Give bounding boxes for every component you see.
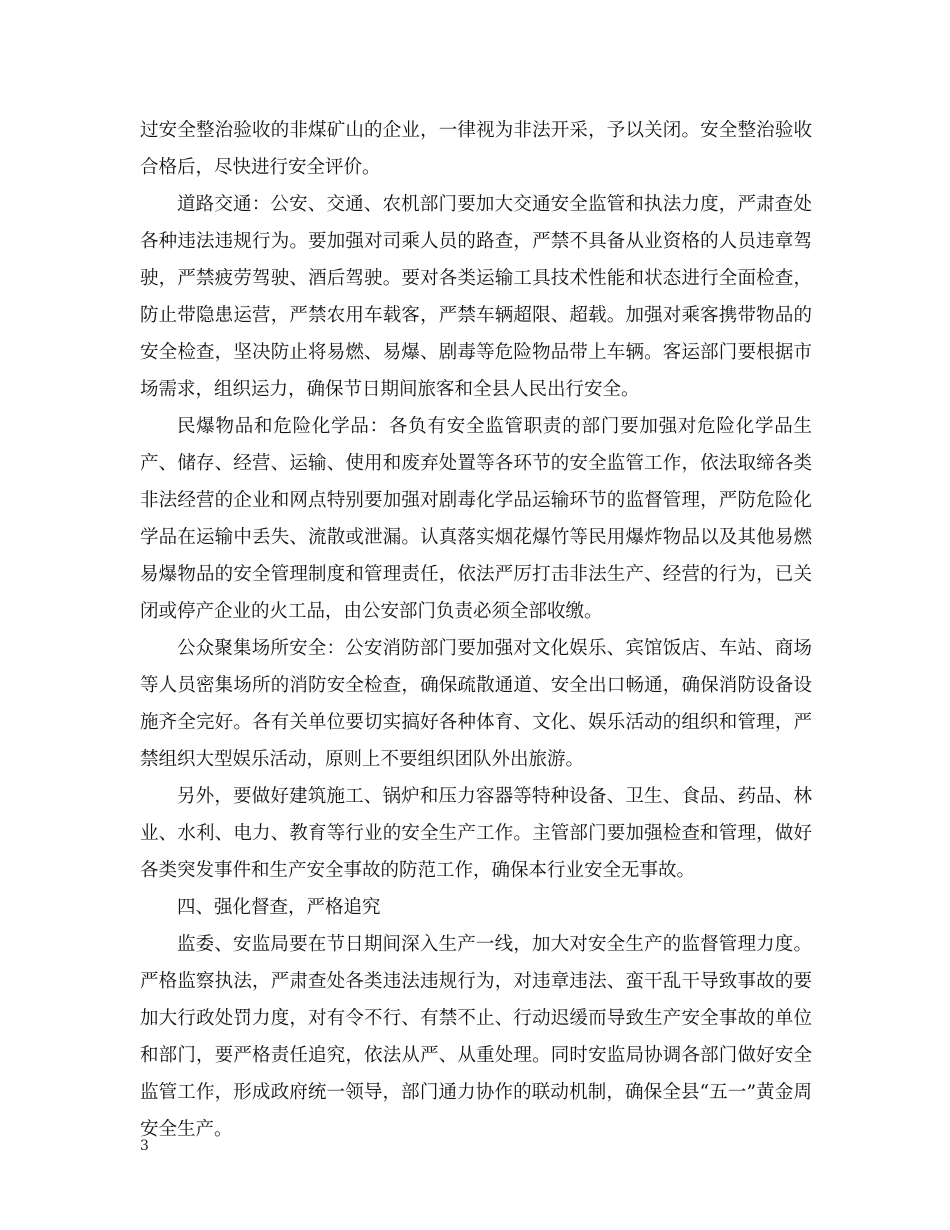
paragraph-road-traffic: 道路交通：公安、交通、农机部门要加大交通安全监管和执法力度，严肃查处各种违法违规行为。要加强对司乘人员的路查，严禁不具备从业资格的人员违章驾驶，严禁疲劳驾驶、酒后驾驶。要对各类运输工具技术性能和状态进行全面检查，防止带隐患运营，严禁农用车载客，严禁车辆超限、超载。加强对乘客携带物品的安全检查，坚决防止将易燃、易爆、剧毒等危险物品带上车辆。客运部门要根据市场需求，组织运力，确保节日期间旅客和全县人民出行安全。	[140, 194, 812, 400]
paragraph-supervision: 监委、安监局要在节日期间深入生产一线，加大对安全生产的监督管理力度。严格监察执法，严肃查处各类违法违规行为，对违章违法、蛮干乱干导致事故的要加大行政处罚力度，对有令不行、有禁不止、行动迟缓而导致生产安全事故的单位和部门，要严格责任追究，依法从严、从重处理。同时安监局协调各部门做好安全监管工作，形成政府统一领导，部门通力协作的联动机制，确保全县“五一”黄金周安全生产。	[140, 934, 812, 1140]
paragraph-continuation: 过安全整治验收的非煤矿山的企业，一律视为非法开采，予以关闭。安全整治验收合格后，尽快进行安全评价。	[140, 120, 812, 178]
document-body	[140, 112, 812, 1148]
paragraph-other-industries: 另外，要做好建筑施工、锅炉和压力容器等特种设备、卫生、食品、药品、林业、水利、电力、教育等行业的安全生产工作。主管部门要加强检查和管理，做好各类突发事件和生产安全事故的防范工作，确保本行业安全无事故。	[140, 786, 812, 881]
paragraph-hazardous-chemicals: 民爆物品和危险化学品：各负有安全监管职责的部门要加强对危险化学品生产、储存、经营、运输、使用和废弃处置等各环节的安全监管工作，依法取缔各类非法经营的企业和网点特别要加强对剧毒化学品运输环节的监督管理，严防危险化学品在运输中丢失、流散或泄漏。认真落实烟花爆竹等民用爆炸物品以及其他易燃易爆物品的安全管理制度和管理责任，依法严厉打击非法生产、经营的行为，已关闭或停产企业的火工品，由公安部门负责必须全部收缴。	[140, 416, 812, 622]
section-heading: 四、强化督查，严格追究	[177, 897, 381, 918]
page-number: 3	[140, 1138, 149, 1154]
paragraph-public-places: 公众聚集场所安全：公安消防部门要加强对文化娱乐、宾馆饭店、车站、商场等人员密集场所的消防安全检查，确保疏散通道、安全出口畅通，确保消防设备设施齐全完好。各有关单位要切实搞好各种体育、文化、娱乐活动的组织和管理，严禁组织大型娱乐活动，原则上不要组织团队外出旅游。	[140, 638, 812, 770]
